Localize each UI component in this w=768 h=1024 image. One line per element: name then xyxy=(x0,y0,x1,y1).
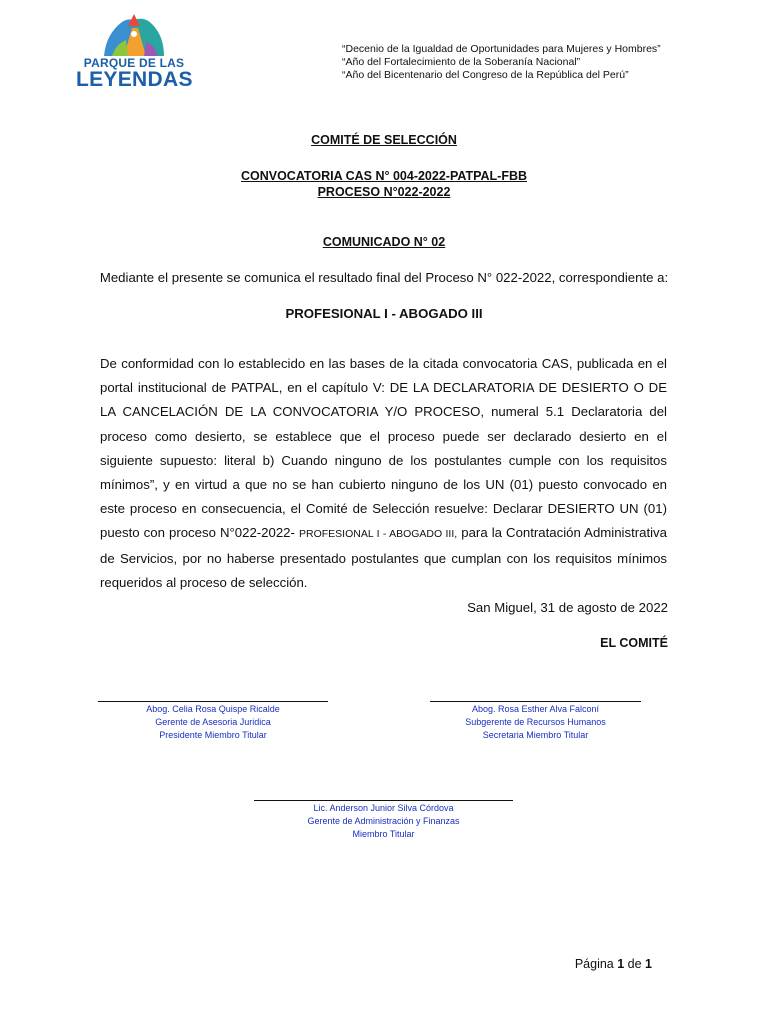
signatory-name: Lic. Anderson Junior Silva Córdova xyxy=(313,803,454,813)
logo-text-bottom: LEYENDAS xyxy=(76,68,193,91)
motto-decade: “Decenio de la Igualdad de Oportunidades para Mujeres y Hombres” xyxy=(342,43,661,55)
page-number xyxy=(575,957,652,971)
signatory-role: Subgerente de Recursos Humanos xyxy=(465,717,606,727)
motto-year-sovereignty: “Año del Fortalecimiento de la Soberanía Nacional” xyxy=(342,56,581,68)
page-total: 1 xyxy=(645,957,652,971)
body-paragraph xyxy=(100,352,667,595)
signatory-name: Abog. Rosa Esther Alva Falconí xyxy=(471,704,600,714)
date-line: San Miguel, 31 de agosto de 2022 xyxy=(467,600,668,615)
signatory-role: Gerente de Asesoria Juridica xyxy=(155,717,271,727)
parque-de-las-leyendas-logo xyxy=(76,12,192,92)
signatory-role: Gerente de Administración y Finanzas xyxy=(307,816,460,826)
signatory-title: Secretaria Miembro Titular xyxy=(482,730,589,740)
signature-line xyxy=(254,800,513,801)
signatory-name: Abog. Celia Rosa Quispe Ricalde xyxy=(146,704,280,714)
logo-text-top: PARQUE DE LAS xyxy=(83,56,185,70)
signature-block-president xyxy=(98,701,328,742)
intro-paragraph: Mediante el presente se comunica el resultado final del Proceso N° 022-2022, correspondiente a: xyxy=(99,270,669,285)
process-heading: PROCESO N°022-2022 xyxy=(317,185,451,199)
motto-year-bicentennial: “Año del Bicentenario del Congreso de la República del Perú” xyxy=(342,69,629,81)
position-title: PROFESIONAL I - ABOGADO III xyxy=(285,306,483,321)
committee-signoff: EL COMITÉ xyxy=(600,636,668,650)
body-position-name: PROFESIONAL I - ABOGADO III, xyxy=(298,528,458,541)
page-of-label: de xyxy=(624,957,646,971)
page-label: Página xyxy=(574,957,618,971)
logo-emblem-icon xyxy=(98,12,170,58)
year-mottos xyxy=(342,43,661,82)
signatory-title: Presidente Miembro Titular xyxy=(159,730,267,740)
signatory-title: Miembro Titular xyxy=(352,829,415,839)
signature-line xyxy=(98,701,328,702)
page-current: 1 xyxy=(617,957,625,971)
signature-block-member xyxy=(254,800,513,841)
signature-line xyxy=(430,701,641,702)
notice-heading: COMUNICADO N° 02 xyxy=(322,235,446,249)
committee-heading: COMITÉ DE SELECCIÓN xyxy=(311,133,457,147)
body-text-part2: para la Contratación Administrativa de Servicios, por no haberse presentado postulantes que cumplan con los requisitos mínimos requeridos al proceso de selección. xyxy=(100,525,667,590)
signature-block-secretary xyxy=(430,701,641,742)
body-text-part1: De conformidad con lo establecido en las bases de la citada convocatoria CAS, publicada en el portal institucional de PATPAL, en el capítulo V: DE LA DECLARATORIA DE DESIERTO O DE LA CANCELACIÓN DE LA CONVOCATORIA Y/O PROCESO, numeral 5.1 Declaratoria del proceso como desierto, se establece que el proceso puede ser declarado desierto en el siguiente supuesto: literal b) Cuando ninguno de los postulantes cumple con los requisitos mínimos”, y en virtud a que no se han cubierto ninguno de los UN (01) puesto convocado en este proceso en consecuencia, el Comité de Selección resuelve: Declarar DESIERTO UN (01) puesto con proceso N°022-2022- xyxy=(100,356,667,541)
call-heading: CONVOCATORIA CAS N° 004-2022-PATPAL-FBB xyxy=(240,169,528,183)
